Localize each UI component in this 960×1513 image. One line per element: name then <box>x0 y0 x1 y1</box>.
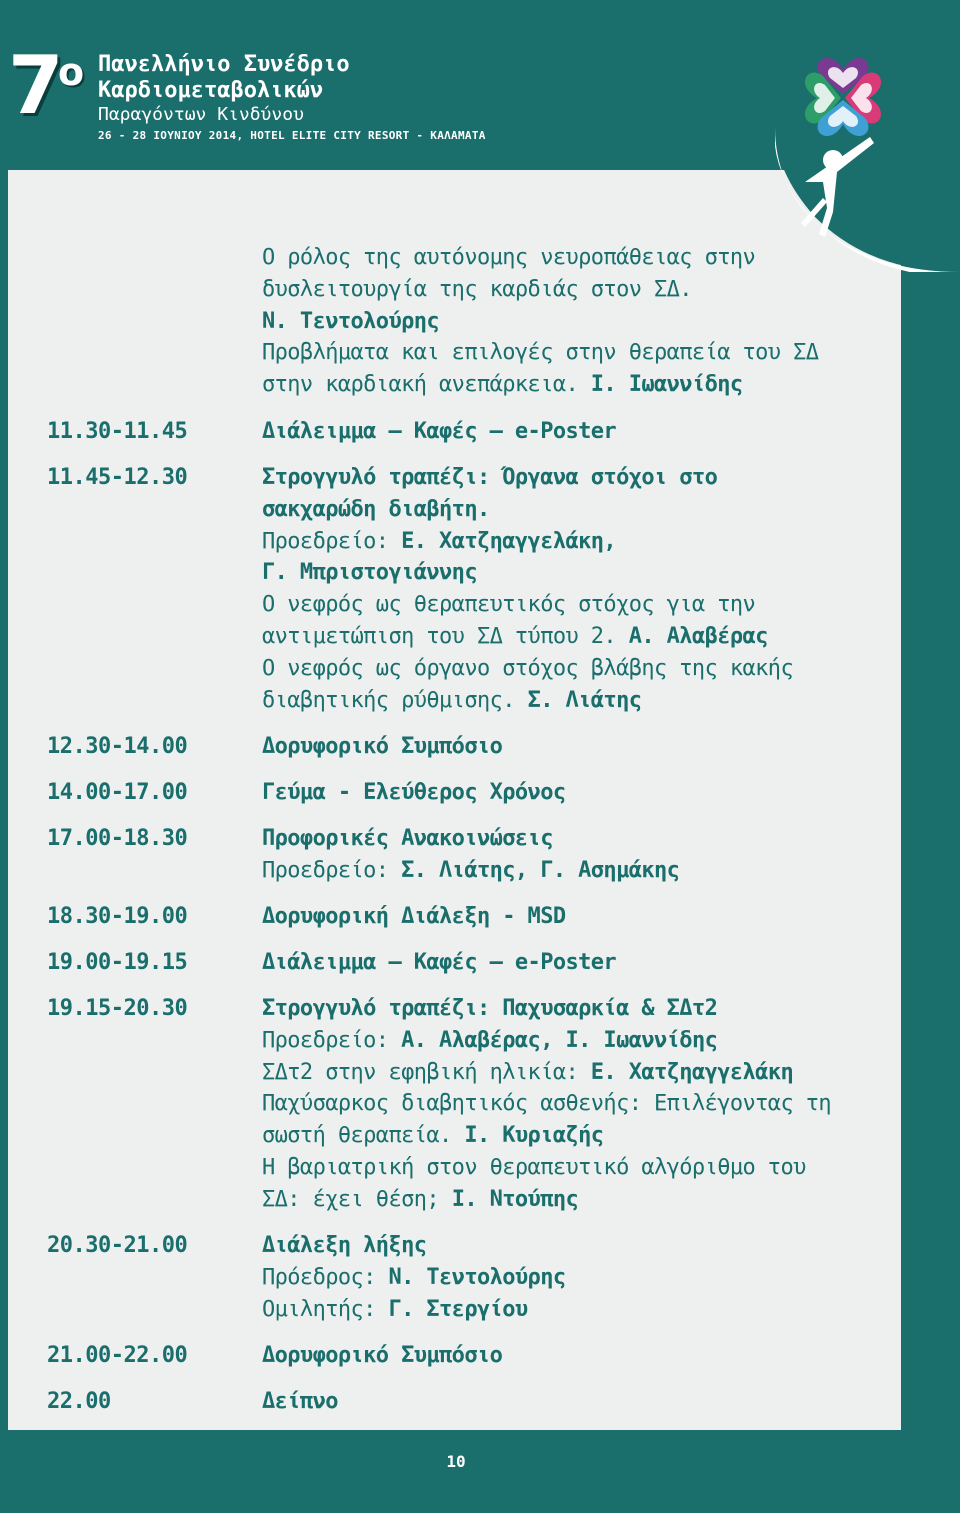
talk-text: ΣΔ: έχει θέση; <box>262 1186 452 1212</box>
chairs: Ε. Χατζηαγγελάκη, <box>401 528 617 554</box>
talk-line <box>262 1057 902 1089</box>
talk-text: σωστή θεραπεία. <box>262 1123 465 1149</box>
session-content <box>262 462 902 716</box>
talk-text: αντιμετώπιση του ΣΔ τύπου 2. <box>262 623 629 649</box>
conference-ordinal: ο <box>58 50 85 94</box>
session-content <box>262 1386 902 1418</box>
session-content <box>262 947 902 979</box>
chairs: Γ. Μπριστογιάννης <box>262 560 477 586</box>
session-time: 11.45-12.30 <box>47 465 188 490</box>
speaker: Σ. Λιάτης <box>527 687 642 713</box>
chair: Ν. Τεντολούρης <box>388 1264 566 1290</box>
talk-line <box>262 621 902 653</box>
session-title: σακχαρώδη διαβήτη. <box>262 496 490 522</box>
talk-text: διαβητικής ρύθμισης. <box>262 687 528 713</box>
session-content <box>262 901 902 933</box>
session-time: 19.15-20.30 <box>47 996 188 1021</box>
session-title: Στρογγυλό τραπέζι: Παχυσαρκία & ΣΔτ2 <box>262 996 718 1021</box>
session-title: Προφορικές Ανακοινώσεις <box>262 826 553 851</box>
talk-line: Προβλήματα και επιλογές στην θεραπεία του ΣΔ <box>262 340 819 366</box>
talk-line <box>262 685 902 717</box>
speaker-line <box>262 1294 902 1326</box>
speaker-label: Ομιλητής: <box>262 1296 389 1322</box>
talk-line: δυσλειτουργία της καρδιάς στον ΣΔ. <box>262 276 692 302</box>
session-time: 22.00 <box>47 1389 111 1414</box>
speaker: Ι. Ντούπης <box>451 1186 579 1212</box>
talk-line <box>262 1120 902 1152</box>
session-content <box>262 993 902 1216</box>
speaker: Ε. Χατζηαγγελάκη <box>590 1059 794 1085</box>
page-number: 10 <box>446 1452 466 1471</box>
talk-line <box>262 369 902 401</box>
session-time: 14.00-17.00 <box>47 780 188 805</box>
conference-date-venue: 26 - 28 ΙΟΥΝΙΟΥ 2014, HOTEL ELITE CITY RESORT - ΚΑΛΑΜΑΤΑ <box>98 129 486 142</box>
chairs: Σ. Λιάτης, Γ. Ασημάκης <box>401 857 680 883</box>
session-title: Δείπνο <box>262 1389 338 1414</box>
chairs-line <box>262 1025 902 1057</box>
session-content <box>262 1230 902 1325</box>
speaker: Ι. Ιωαννίδης <box>590 372 743 398</box>
session-time: 21.00-22.00 <box>47 1343 188 1368</box>
talk-text: ΣΔτ2 στην εφηβική ηλικία: <box>262 1059 591 1085</box>
session-content <box>262 823 902 887</box>
session-title: Στρογγυλό τραπέζι: Όργανα στόχοι στο <box>262 465 718 490</box>
session-title: Δορυφορικό Συμπόσιο <box>262 1343 503 1368</box>
session-title: Δορυφορική Διάλεξη - MSD <box>262 904 566 929</box>
speaker: Ν. Τεντολούρης <box>262 308 440 334</box>
session-time: 18.30-19.00 <box>47 904 188 929</box>
session-title: Διάλειμμα – Καφές – e-Poster <box>262 419 617 444</box>
title-line-2: Καρδιομεταβολικών <box>98 78 324 103</box>
session-time: 20.30-21.00 <box>47 1233 188 1258</box>
speaker: Ι. Κυριαζής <box>464 1123 604 1149</box>
session-time: 17.00-18.30 <box>47 826 188 851</box>
session-title: Δορυφορικό Συμπόσιο <box>262 734 503 759</box>
session-content <box>262 416 902 448</box>
talk-line: Ο νεφρός ως όργανο στόχος βλάβης της κακής <box>262 655 794 681</box>
talk-line: Παχύσαρκος διαβητικός ασθενής: Επιλέγοντας τη <box>262 1091 832 1117</box>
speaker: Γ. Στεργίου <box>388 1296 528 1322</box>
chairs-line <box>262 855 902 887</box>
session-time: 19.00-19.15 <box>47 950 188 975</box>
talk-line: Ο νεφρός ως θεραπευτικός στόχος για την <box>262 592 756 618</box>
session-time: 12.30-14.00 <box>47 734 188 759</box>
title-line-3: Παραγόντων Κινδύνου <box>98 104 304 125</box>
chairs-line <box>262 526 902 558</box>
session-content <box>262 242 902 401</box>
session-title: Διάλειμμα – Καφές – e-Poster <box>262 950 617 975</box>
talk-line: Η βαριατρική στον θεραπευτικό αλγόριθμο του <box>262 1154 806 1180</box>
session-title: Γεύμα - Ελεύθερος Χρόνος <box>262 780 566 805</box>
chairs: Α. Αλαβέρας, Ι. Ιωαννίδης <box>401 1027 718 1053</box>
speaker: Α. Αλαβέρας <box>628 623 768 649</box>
talk-text: στην καρδιακή ανεπάρκεια. <box>262 372 591 398</box>
session-content <box>262 731 902 763</box>
session-content <box>262 777 902 809</box>
chair-label: Πρόεδρος: <box>262 1264 389 1290</box>
session-title: Διάλεξη λήξης <box>262 1233 427 1258</box>
chairs-label: Προεδρείο: <box>262 1027 402 1053</box>
talk-line: Ο ρόλος της αυτόνομης νευροπάθειας στην <box>262 245 756 270</box>
conference-number: 7 <box>8 39 62 132</box>
chairs-line <box>262 1262 902 1294</box>
chairs-label: Προεδρείο: <box>262 528 402 554</box>
talk-line <box>262 1184 902 1216</box>
chairs-label: Προεδρείο: <box>262 857 402 883</box>
session-content <box>262 1340 902 1372</box>
session-time: 11.30-11.45 <box>47 419 188 444</box>
title-line-1: Πανελλήνιο Συνέδριο <box>98 52 350 77</box>
